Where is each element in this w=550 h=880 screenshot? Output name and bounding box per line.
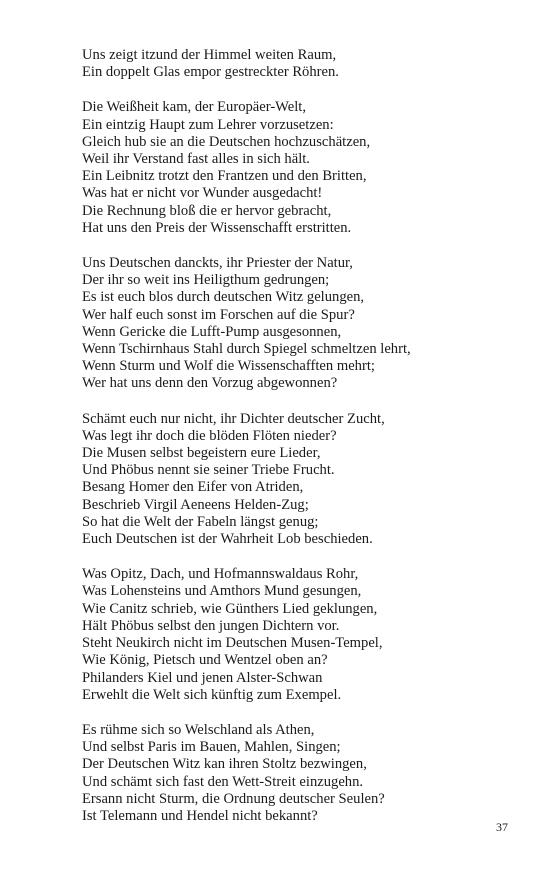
poem-line: Uns Deutschen danckts, ihr Priester der Natur,	[82, 255, 353, 272]
poem-line: Ersann nicht Sturm, die Ordnung deutscher Seulen?	[82, 790, 385, 807]
poem-line: Hat uns den Preis der Wissenschafft erstritten.	[82, 219, 352, 236]
poem-line: Und schämt sich fast den Wett-Streit einzugehn.	[82, 773, 364, 790]
poem-line: Und selbst Paris im Bauen, Mahlen, Singen;	[82, 739, 341, 756]
poem-line: Wie Canitz schrieb, wie Günthers Lied geklungen,	[82, 600, 378, 617]
poem-line: Wenn Gericke die Lufft-Pump ausgesonnen,	[82, 323, 342, 340]
poem-line: Was hat er nicht vor Wunder ausgedacht!	[82, 185, 323, 202]
poem-line: Die Rechnung bloß die er hervor gebracht,	[82, 202, 332, 219]
poem-line: Wie König, Pietsch und Wentzel oben an?	[82, 652, 328, 669]
poem-line: Was Opitz, Dach, und Hofmannswaldaus Rohr,	[82, 566, 359, 583]
poem-line: Beschrieb Virgil Aeneens Helden-Zug;	[82, 496, 309, 513]
poem-line: Hält Phöbus selbst den jungen Dichtern vor.	[82, 617, 340, 634]
poem-line: Weil ihr Verstand fast alles in sich hält.	[82, 151, 310, 168]
poem-line: Steht Neukirch nicht im Deutschen Musen-Tempel,	[82, 635, 383, 652]
poem-line: Wer hat uns denn den Vorzug abgewonnen?	[82, 375, 338, 392]
poem-line: Besang Homer den Eifer von Atriden,	[82, 479, 304, 496]
poem-line: Ist Telemann und Hendel nicht bekannt?	[82, 807, 318, 824]
page-number: 37	[496, 820, 508, 834]
stanza	[82, 255, 522, 393]
poem-line: Uns zeigt itzund der Himmel weiten Raum,	[82, 47, 337, 63]
poem-line: Wer half euch sonst im Forschen auf die Spur?	[82, 306, 355, 323]
poem-line: Philanders Kiel und jenen Alster-Schwan	[82, 669, 323, 686]
poem-line: So hat die Welt der Fabeln längst genug;	[82, 513, 319, 530]
poem-line: Was legt ihr doch die blöden Flöten nieder?	[82, 427, 337, 444]
poem-line: Und Phöbus nennt sie seiner Triebe Frucht.	[82, 462, 335, 479]
poem-line: Der Deutschen Witz kan ihren Stoltz bezwingen,	[82, 756, 367, 773]
poem-line: Es ist euch blos durch deutschen Witz gelungen,	[82, 289, 365, 306]
poem-line: Die Weißheit kam, der Europäer-Welt,	[82, 99, 307, 116]
poem-line: Der ihr so weit ins Heiligthum gedrungen;	[82, 272, 330, 289]
poem-line: Euch Deutschen ist der Wahrheit Lob beschieden.	[82, 531, 373, 548]
poem-line: Die Musen selbst begeistern eure Lieder,	[82, 445, 321, 462]
poem-line: Es rühme sich so Welschland als Athen,	[82, 721, 315, 738]
poem-line: Ein doppelt Glas empor gestreckter Röhren.	[82, 64, 339, 81]
poem-text	[82, 47, 522, 825]
poem-line: Was Lohensteins und Amthors Mund gesungen,	[82, 583, 362, 600]
stanza	[82, 722, 522, 825]
poem-line: Wenn Tschirnhaus Stahl durch Spiegel schmeltzen lehrt,	[82, 341, 411, 358]
stanza	[82, 47, 522, 81]
poem-line: Wenn Sturm und Wolf die Wissenschafften mehrt;	[82, 358, 375, 375]
poem-line: Erwehlt die Welt sich künftig zum Exempel.	[82, 686, 342, 703]
stanza	[82, 411, 522, 549]
poem-line: Gleich hub sie an die Deutschen hochzuschätzen,	[82, 133, 371, 150]
poem-line: Ein Leibnitz trotzt den Frantzen und den Britten,	[82, 168, 367, 185]
poem-line: Ein eintzig Haupt zum Lehrer vorzusetzen:	[82, 116, 334, 133]
poem-line: Schämt euch nur nicht, ihr Dichter deutscher Zucht,	[82, 410, 385, 427]
stanza	[82, 566, 522, 704]
stanza	[82, 99, 522, 237]
